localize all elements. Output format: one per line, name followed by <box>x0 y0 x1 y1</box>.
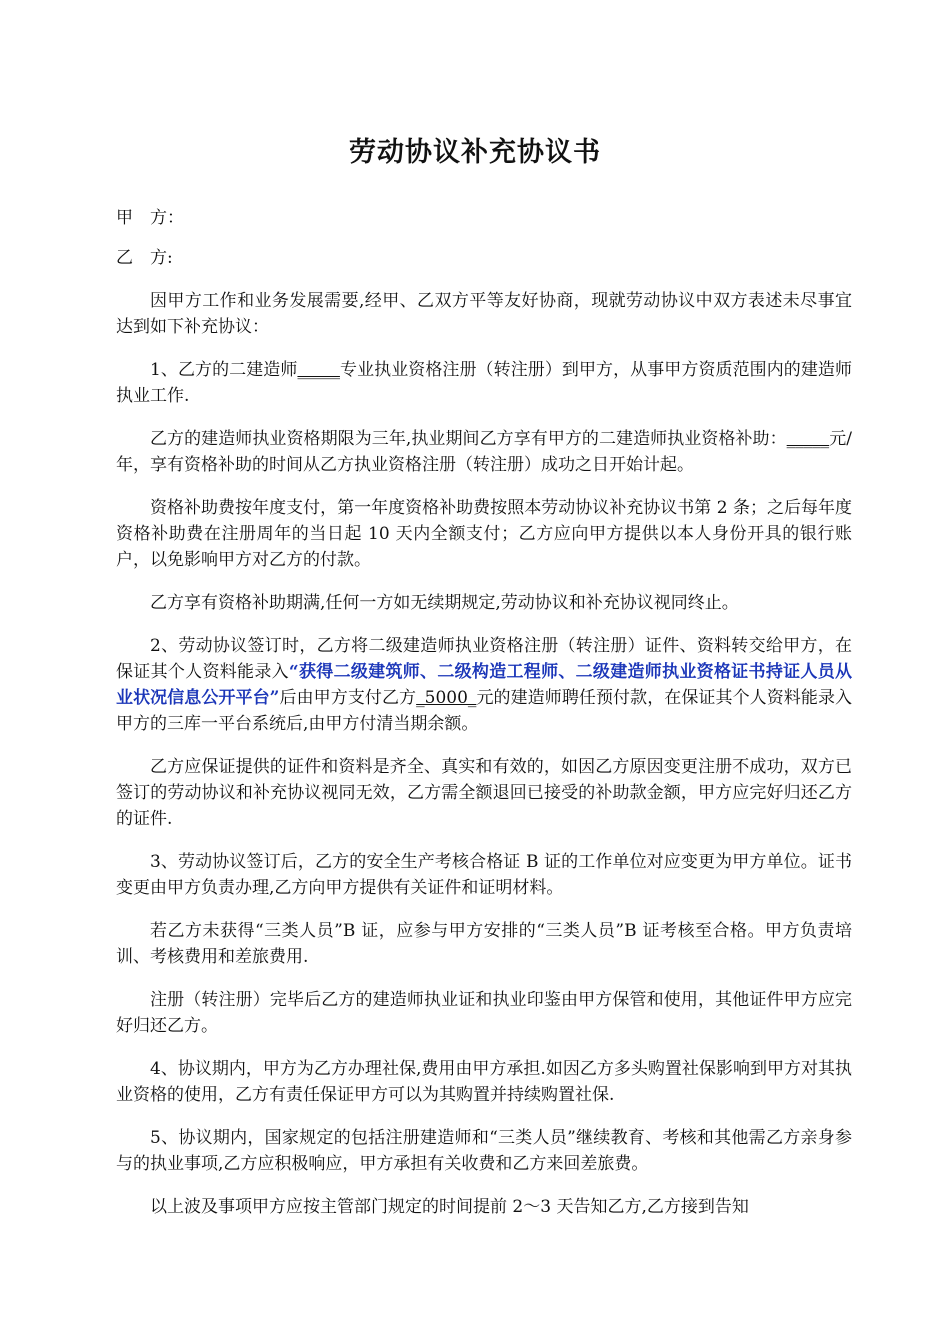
clause-2-text-c: 元的建造师聘任预付款，在保证其个人资料能录入甲方的三库一平台系统后,由甲方付清当期余额。 <box>116 688 853 734</box>
paragraph-intro: 因甲方工作和业务发展需要,经甲、乙双方平等友好协商，现就劳动协议中双方表述未尽事宜达到如下补充协议： <box>116 291 852 337</box>
subsidy-text-b: 元/年，享有资格补助的时间从乙方执业资格注册（转注册）成功之日开始计起。 <box>116 429 853 475</box>
party-b-label: 乙 方: <box>116 248 173 268</box>
clause-2-text-a: 2、劳动协议签订时，乙方将二级建造师执业资格注册（转注册）证件、资料转交给甲方，在保证其个人资料能录入 <box>116 636 852 682</box>
paragraph-guarantee: 乙方应保证提供的证件和资料是齐全、真实和有效的，如因乙方原因变更注册不成功，双方已签订的劳动协议和补充协议视同无效，乙方需全额退回已接受的补助款金额，甲方应完好归还乙方的证件. <box>116 757 852 829</box>
clause-1-blank: _____ <box>297 360 340 380</box>
paragraph-seal-custody: 注册（转注册）完毕后乙方的建造师执业证和执业印鉴由甲方保管和使用，其他证件甲方应完好归还乙方。 <box>116 990 852 1036</box>
paragraph-clause-3: 3、劳动协议签订后，乙方的安全生产考核合格证 B 证的工作单位对应变更为甲方单位。证书变更由甲方负责办理,乙方向甲方提供有关证件和证明材料。 <box>116 852 852 898</box>
paragraph-b-cert: 若乙方未获得“三类人员”B 证，应参与甲方安排的“三类人员”B 证考核至合格。甲方负责培训、考核费用和差旅费用. <box>116 921 852 967</box>
subsidy-amount-blank: _____ <box>786 429 830 449</box>
document-title: 劳动协议补充协议书 <box>349 137 601 168</box>
paragraph-payment: 资格补助费按年度支付，第一年度资格补助费按照本劳动协议补充协议书第 2 条；之后每年度资格补助费在注册周年的当日起 10 天内全额支付；乙方应向甲方提供以本人身份开具的银行账户，以免影响甲方对乙方的付款。 <box>116 498 852 570</box>
paragraph-clause-4: 4、协议期内，甲方为乙方办理社保,费用由甲方承担.如因乙方多头购置社保影响到甲方对其执业资格的使用，乙方有责任保证甲方可以为其购置并持续购置社保. <box>116 1059 852 1105</box>
party-a-label: 甲 方： <box>116 208 184 228</box>
platform-name-highlight: “获得二级建筑师、二级构造工程师、二级建造师执业资格证书持证人员从业状况信息公开平台” <box>116 662 853 708</box>
clause-1-text-a: 1、乙方的二建造师 <box>150 360 298 380</box>
paragraph-clause-1 <box>116 357 852 409</box>
paragraph-clause-2 <box>116 633 852 737</box>
paragraph-expiry: 乙方享有资格补助期满,任何一方如无续期规定,劳动协议和补充协议视同终止。 <box>150 593 739 613</box>
paragraph-notice: 以上波及事项甲方应按主管部门规定的时间提前 2～3 天告知乙方,乙方接到告知 <box>150 1197 749 1217</box>
clause-1-text-b: 专业执业资格注册（转注册）到甲方，从事甲方资质范围内的建造师执业工作. <box>116 360 852 406</box>
paragraph-clause-5: 5、协议期内，国家规定的包括注册建造师和“三类人员”继续教育、考核和其他需乙方亲身参与的执业事项,乙方应积极响应，甲方承担有关收费和乙方来回差旅费。 <box>116 1128 852 1174</box>
paragraph-subsidy <box>116 426 852 478</box>
prepayment-amount: _5000_ <box>416 688 477 708</box>
clause-2-text-b: 后由甲方支付乙方 <box>279 688 417 708</box>
subsidy-text-a: 乙方的建造师执业资格期限为三年,执业期间乙方享有甲方的二建造师执业资格补助： <box>150 429 787 449</box>
document-body <box>116 288 852 1237</box>
